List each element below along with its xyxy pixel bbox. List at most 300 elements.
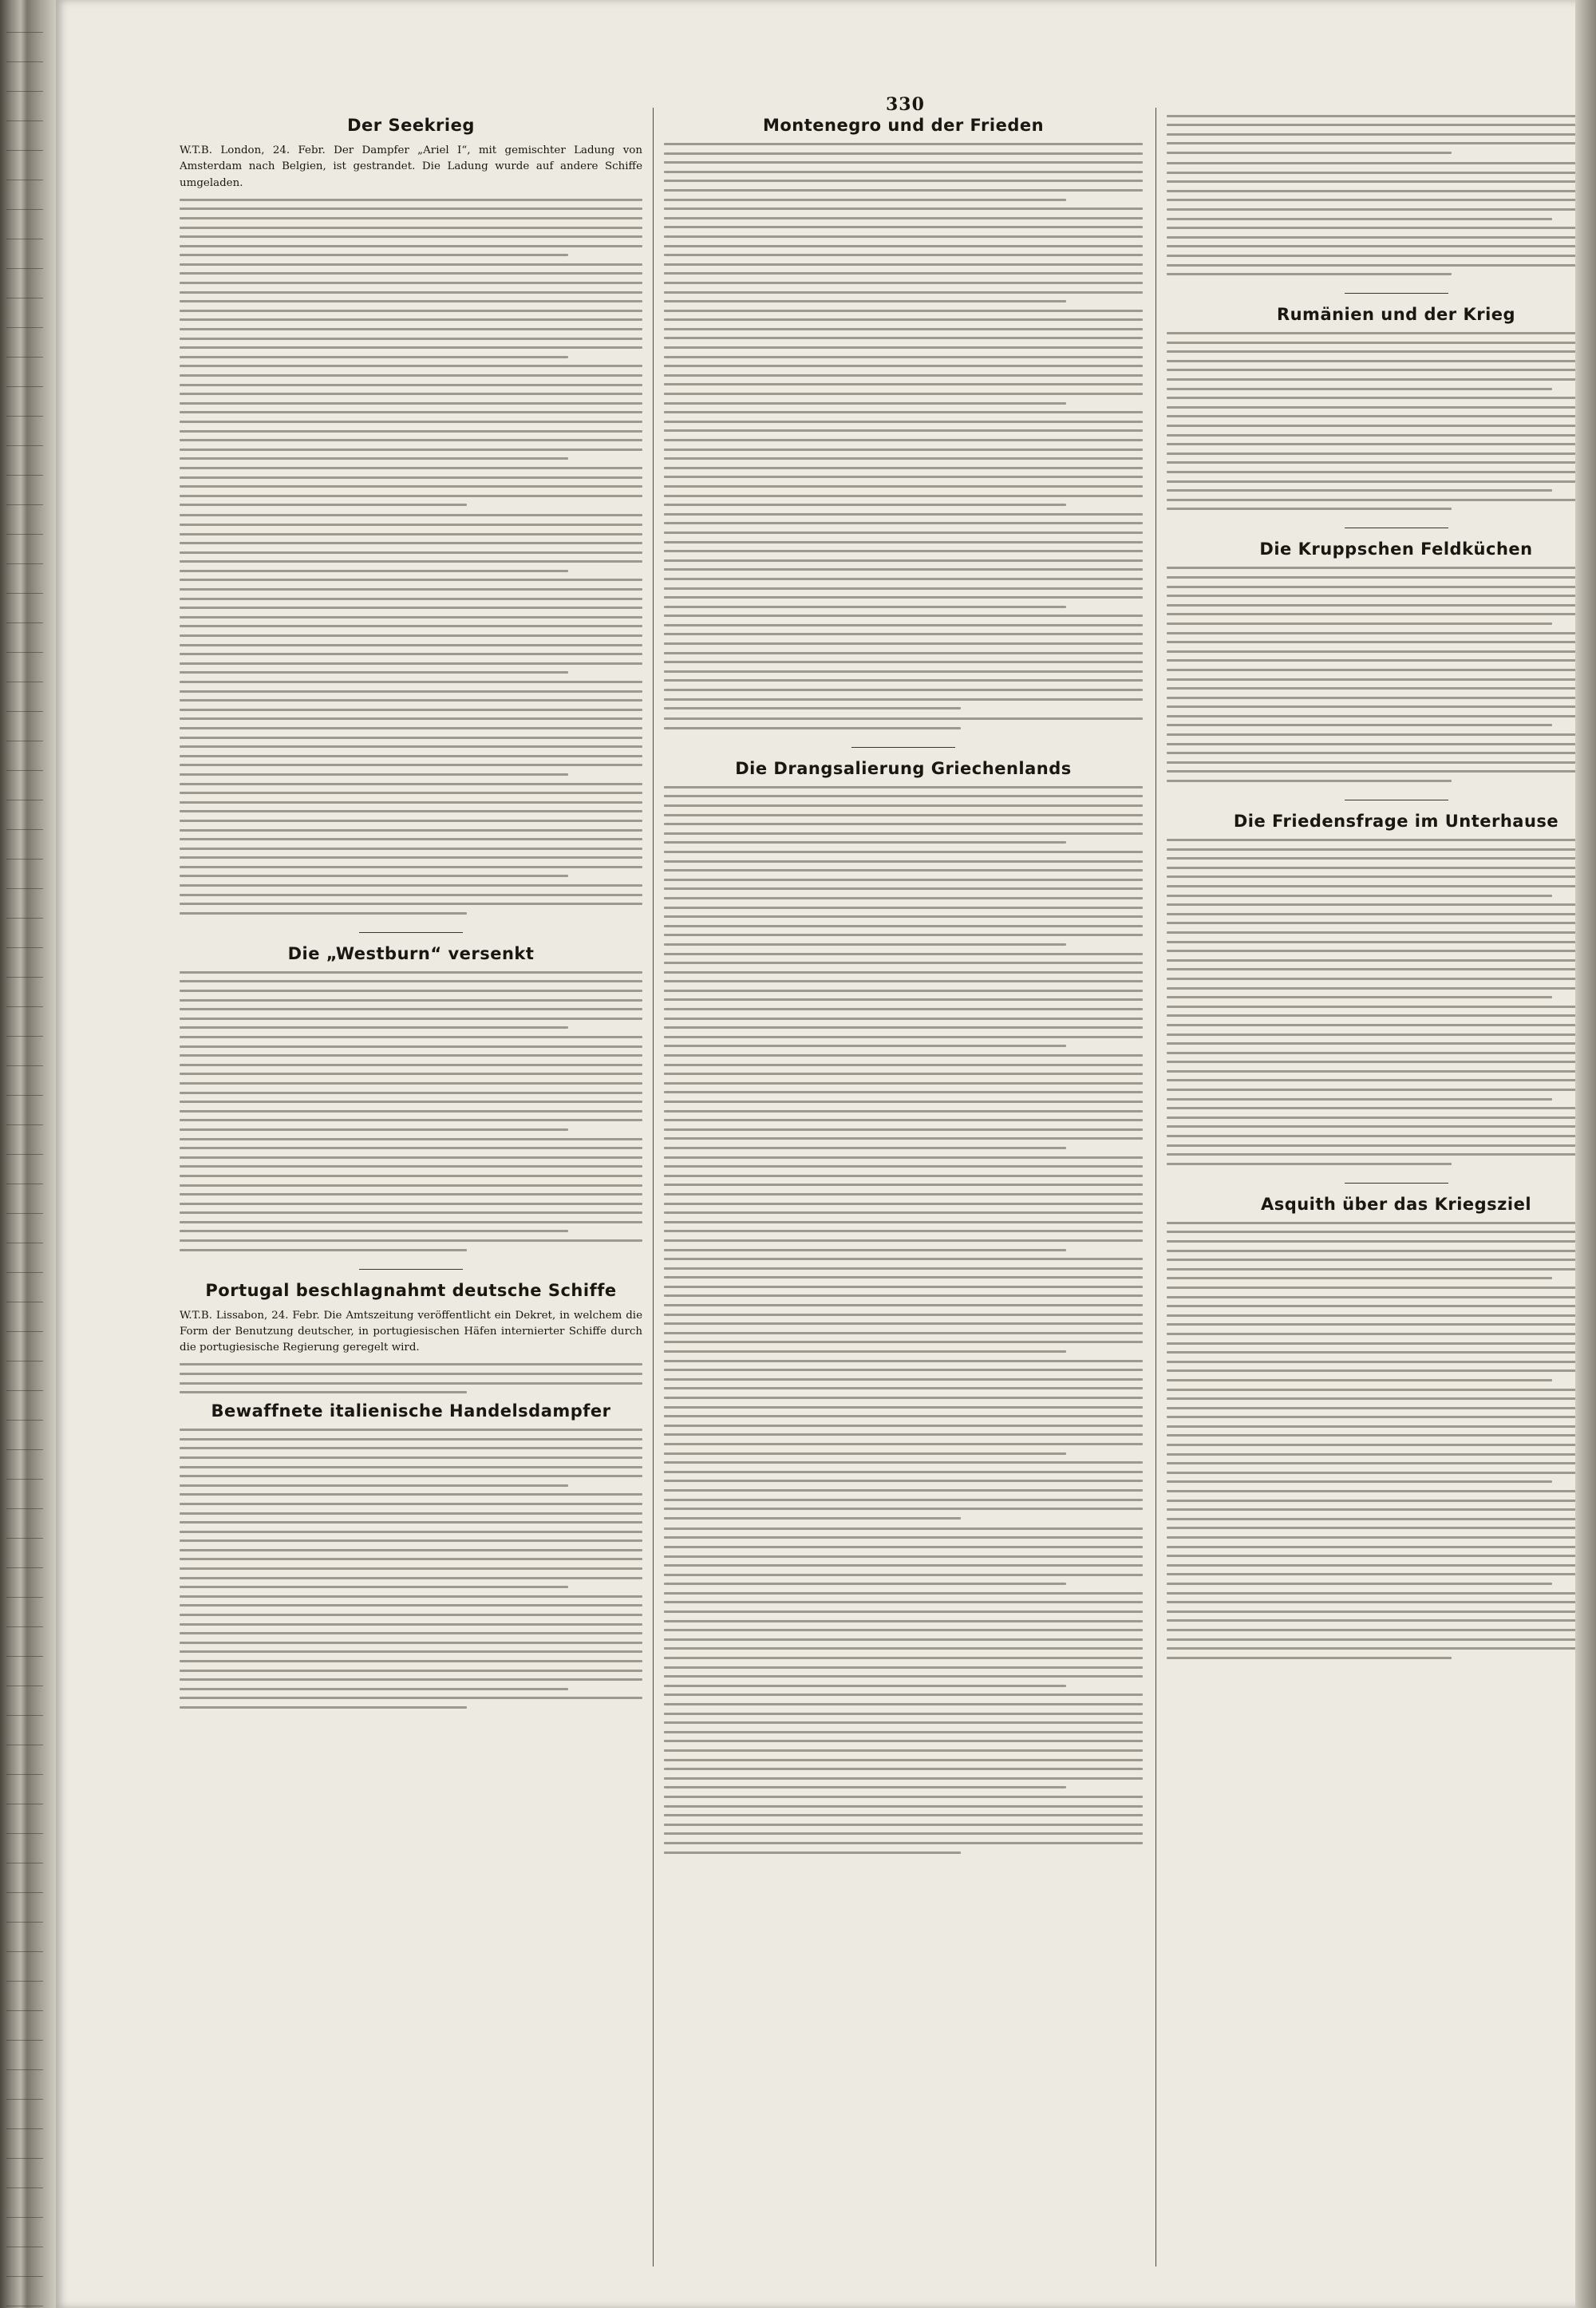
text-line bbox=[664, 1824, 1143, 1826]
text-line bbox=[664, 698, 1143, 701]
text-line bbox=[664, 1759, 1143, 1761]
text-line bbox=[1167, 875, 1596, 878]
text-line bbox=[664, 1073, 1143, 1075]
text-line bbox=[664, 328, 1143, 330]
text-line bbox=[1167, 1610, 1596, 1613]
text-line bbox=[664, 1489, 1143, 1492]
text-line bbox=[664, 897, 1143, 899]
scan-stripe bbox=[6, 150, 43, 151]
text-line bbox=[664, 1555, 1143, 1558]
text-line bbox=[1167, 1314, 1596, 1317]
text-line bbox=[664, 679, 1143, 682]
headline-asquith: Asquith über das Kriegsziel bbox=[1260, 1194, 1532, 1214]
article-divider bbox=[851, 747, 955, 748]
text-line bbox=[664, 1156, 1143, 1159]
text-line bbox=[664, 1713, 1143, 1715]
text-line bbox=[180, 1539, 642, 1542]
text-line bbox=[180, 971, 642, 974]
text-line bbox=[180, 551, 642, 554]
text-line bbox=[664, 310, 1143, 312]
text-line bbox=[1167, 1135, 1596, 1137]
text-line bbox=[1167, 236, 1596, 239]
newspaper-page bbox=[56, 0, 1596, 2308]
text-line bbox=[1167, 133, 1596, 136]
text-line bbox=[1167, 1379, 1552, 1381]
text-line bbox=[664, 1433, 1143, 1436]
text-line bbox=[664, 786, 1143, 788]
text-line bbox=[664, 171, 1143, 173]
text-line bbox=[664, 1452, 1066, 1455]
text-line bbox=[664, 990, 1143, 992]
text-line bbox=[664, 1193, 1143, 1195]
text-line bbox=[180, 1147, 642, 1149]
text-line bbox=[664, 1564, 1143, 1567]
text-line bbox=[664, 365, 1143, 367]
text-line bbox=[180, 1614, 642, 1616]
scan-stripe bbox=[6, 504, 43, 505]
text-line bbox=[1167, 613, 1596, 615]
article-body-illegible bbox=[664, 1527, 1143, 1854]
text-line bbox=[1167, 1116, 1596, 1119]
text-line bbox=[664, 1101, 1143, 1103]
text-line bbox=[664, 245, 1143, 247]
text-line bbox=[664, 887, 1143, 890]
text-line bbox=[180, 1008, 642, 1010]
text-line bbox=[664, 1768, 1143, 1770]
scan-stripe bbox=[6, 1715, 43, 1716]
text-line bbox=[180, 310, 642, 312]
text-line bbox=[664, 1443, 1143, 1445]
text-line bbox=[1167, 659, 1596, 662]
text-line bbox=[180, 1438, 642, 1441]
text-line bbox=[664, 907, 1143, 909]
text-line bbox=[664, 1018, 1143, 1020]
text-line bbox=[664, 1842, 1143, 1844]
text-line bbox=[180, 393, 642, 395]
text-line bbox=[180, 1363, 642, 1365]
text-line bbox=[1167, 1351, 1596, 1354]
text-line bbox=[180, 504, 467, 506]
text-line bbox=[1167, 190, 1596, 192]
text-line bbox=[664, 356, 1143, 358]
text-line bbox=[180, 727, 642, 729]
text-line bbox=[664, 1471, 1143, 1473]
text-line bbox=[664, 841, 1066, 844]
text-line bbox=[664, 1230, 1143, 1232]
scan-stripe bbox=[6, 209, 43, 210]
text-line bbox=[664, 559, 1143, 562]
scan-stripe bbox=[6, 1597, 43, 1598]
text-line bbox=[664, 1740, 1143, 1742]
text-line bbox=[180, 1101, 642, 1103]
text-line bbox=[180, 1549, 642, 1551]
article-body-illegible bbox=[180, 514, 642, 915]
text-line bbox=[664, 943, 1066, 946]
text-line bbox=[180, 990, 642, 992]
text-line bbox=[664, 795, 1143, 797]
text-line bbox=[1167, 1250, 1596, 1252]
text-line bbox=[180, 1493, 642, 1496]
text-line bbox=[1167, 987, 1596, 990]
headline-feldkuechen: Die Kruppschen Feldküchen bbox=[1259, 539, 1533, 559]
text-line bbox=[1167, 1089, 1596, 1091]
article-body-illegible bbox=[1167, 1222, 1596, 1659]
text-line bbox=[664, 1137, 1143, 1140]
scan-stripe bbox=[6, 652, 43, 653]
text-line bbox=[664, 300, 1066, 302]
text-line bbox=[180, 1073, 642, 1075]
page-number: 330 bbox=[886, 94, 925, 115]
text-line bbox=[664, 1425, 1143, 1427]
text-line bbox=[180, 653, 642, 655]
scan-stripe bbox=[6, 1567, 43, 1568]
scan-stripe bbox=[6, 1124, 43, 1125]
text-line bbox=[180, 598, 642, 600]
article-divider bbox=[1345, 293, 1448, 294]
text-line bbox=[1167, 687, 1596, 690]
text-line bbox=[180, 717, 642, 720]
text-line bbox=[180, 1064, 642, 1066]
text-line bbox=[1167, 1369, 1596, 1372]
column-2 bbox=[664, 108, 1143, 2267]
text-line bbox=[180, 1512, 642, 1515]
text-line bbox=[1167, 480, 1596, 483]
text-line bbox=[664, 1508, 1143, 1510]
scan-stripe bbox=[6, 2099, 43, 2100]
scan-stripe bbox=[6, 1833, 43, 1834]
scan-stripe bbox=[6, 1065, 43, 1066]
scan-stripe bbox=[6, 770, 43, 771]
text-line bbox=[1167, 471, 1596, 473]
text-line bbox=[180, 235, 642, 238]
text-line bbox=[1167, 1389, 1596, 1391]
text-line bbox=[1167, 1070, 1596, 1073]
text-line bbox=[1167, 350, 1596, 353]
text-line bbox=[1167, 1061, 1596, 1063]
text-line bbox=[664, 1610, 1143, 1613]
text-line bbox=[180, 245, 642, 247]
text-line bbox=[1167, 743, 1596, 745]
text-line bbox=[664, 1091, 1143, 1093]
text-line bbox=[1167, 1296, 1596, 1298]
text-line bbox=[1167, 332, 1596, 334]
text-line bbox=[180, 430, 642, 433]
article-body-illegible bbox=[1167, 162, 1596, 275]
text-line bbox=[180, 1373, 642, 1375]
text-line bbox=[664, 980, 1143, 982]
text-line bbox=[664, 1026, 1143, 1029]
text-line bbox=[180, 1175, 642, 1177]
scan-stripe bbox=[6, 2158, 43, 2159]
scan-stripe bbox=[6, 1479, 43, 1480]
text-line bbox=[180, 467, 642, 469]
text-line bbox=[180, 607, 642, 609]
text-line bbox=[180, 1604, 642, 1607]
text-line bbox=[180, 764, 642, 766]
text-line bbox=[664, 189, 1143, 192]
scan-stripe bbox=[6, 1508, 43, 1509]
text-line bbox=[180, 1475, 642, 1477]
text-line bbox=[180, 1623, 642, 1626]
text-line bbox=[180, 737, 642, 739]
article-body-illegible bbox=[180, 1429, 642, 1709]
text-line bbox=[180, 1165, 642, 1168]
text-line bbox=[180, 838, 642, 840]
text-line bbox=[664, 457, 1143, 460]
article-body-illegible bbox=[664, 717, 1143, 729]
text-line bbox=[1167, 1434, 1596, 1437]
text-line bbox=[664, 1592, 1143, 1595]
text-line bbox=[664, 1175, 1143, 1177]
text-line bbox=[1167, 1305, 1596, 1307]
text-line bbox=[1167, 770, 1596, 773]
article-paragraph: W.T.B. London, 24. Febr. Der Dampfer „Ariel I“, mit gemischter Ladung von Amsterdam nach Belgien, ist gestrandet. Die Ladung wurde auf andere Schiffe umgeladen. bbox=[180, 144, 642, 189]
text-line bbox=[664, 1480, 1143, 1482]
text-line bbox=[1167, 1033, 1596, 1036]
text-line bbox=[1167, 180, 1596, 183]
text-line bbox=[1167, 1480, 1552, 1483]
text-line bbox=[180, 365, 642, 367]
scan-stripe bbox=[6, 91, 43, 92]
text-line bbox=[664, 642, 1143, 645]
text-line bbox=[180, 476, 642, 479]
text-line bbox=[1167, 1601, 1596, 1603]
text-line bbox=[664, 199, 1066, 201]
headline-friedensfrage: Die Friedensfrage im Unterhause bbox=[1233, 812, 1559, 832]
text-line bbox=[664, 962, 1143, 964]
text-line bbox=[180, 866, 642, 868]
text-line bbox=[664, 1415, 1143, 1417]
text-line bbox=[1167, 461, 1596, 464]
text-line bbox=[1167, 1042, 1596, 1045]
text-line bbox=[1167, 1277, 1552, 1279]
scan-stripe bbox=[6, 1154, 43, 1155]
text-line bbox=[664, 263, 1143, 266]
text-line bbox=[664, 1786, 1066, 1788]
scan-stripe bbox=[6, 2276, 43, 2277]
text-line bbox=[180, 903, 642, 905]
text-line bbox=[664, 1165, 1143, 1168]
text-line bbox=[664, 1378, 1143, 1381]
text-line bbox=[664, 1267, 1143, 1270]
text-line bbox=[1167, 848, 1596, 851]
text-line bbox=[180, 1697, 642, 1699]
text-line bbox=[180, 884, 642, 887]
text-line bbox=[1167, 752, 1596, 754]
text-line bbox=[1167, 1638, 1596, 1641]
text-line bbox=[664, 568, 1143, 571]
text-line bbox=[1167, 443, 1596, 445]
text-line bbox=[664, 1546, 1143, 1548]
text-line bbox=[180, 328, 642, 330]
text-line bbox=[180, 820, 642, 822]
text-line bbox=[180, 1456, 642, 1459]
text-line bbox=[180, 681, 642, 683]
article-body-illegible bbox=[1167, 332, 1596, 510]
text-line bbox=[180, 1221, 642, 1223]
text-line bbox=[1167, 453, 1596, 455]
text-line bbox=[1167, 697, 1596, 699]
text-line bbox=[664, 429, 1143, 432]
text-line bbox=[664, 152, 1143, 155]
text-line bbox=[180, 485, 642, 488]
text-line bbox=[180, 1447, 642, 1449]
scan-stripe bbox=[6, 918, 43, 919]
text-line bbox=[664, 1536, 1143, 1539]
text-line bbox=[1167, 1416, 1596, 1418]
text-line bbox=[1167, 1361, 1596, 1363]
text-line bbox=[1167, 622, 1552, 625]
text-line bbox=[1167, 1163, 1452, 1165]
text-line bbox=[664, 1638, 1143, 1641]
scan-stripe bbox=[6, 593, 43, 594]
scan-stripe bbox=[6, 977, 43, 978]
text-line bbox=[1167, 1518, 1596, 1520]
text-line bbox=[180, 1632, 642, 1634]
text-line bbox=[664, 1211, 1143, 1214]
scan-stripe bbox=[6, 386, 43, 387]
text-line bbox=[1167, 867, 1596, 869]
text-line bbox=[664, 1387, 1143, 1389]
text-line bbox=[1167, 1286, 1596, 1289]
text-line bbox=[664, 879, 1143, 881]
text-line bbox=[180, 1521, 642, 1524]
text-line bbox=[180, 829, 642, 832]
text-line bbox=[1167, 508, 1452, 510]
text-line bbox=[664, 1527, 1143, 1530]
scan-stripe bbox=[6, 327, 43, 328]
text-line bbox=[180, 912, 467, 915]
headline-rumaenien: Rumänien und der Krieg bbox=[1276, 305, 1516, 325]
text-line bbox=[1167, 378, 1596, 381]
text-line bbox=[664, 953, 1143, 955]
text-line bbox=[664, 1008, 1143, 1010]
text-line bbox=[664, 541, 1143, 543]
text-line bbox=[1167, 1647, 1596, 1650]
text-line bbox=[664, 207, 1143, 210]
text-line bbox=[180, 1193, 642, 1195]
text-line bbox=[664, 1499, 1143, 1501]
text-line bbox=[1167, 733, 1596, 736]
scan-stripe bbox=[6, 1981, 43, 1982]
text-line bbox=[664, 1360, 1143, 1362]
text-line bbox=[664, 1147, 1066, 1149]
scan-stripe bbox=[6, 1095, 43, 1096]
scan-stripe bbox=[6, 1626, 43, 1627]
text-line bbox=[180, 1026, 568, 1029]
scan-stripe bbox=[6, 563, 43, 564]
text-line bbox=[664, 449, 1143, 451]
text-line bbox=[1167, 922, 1596, 924]
scan-stripe bbox=[6, 416, 43, 417]
text-line bbox=[1167, 715, 1596, 717]
text-line bbox=[180, 1018, 642, 1020]
text-line bbox=[1167, 950, 1596, 952]
text-line bbox=[664, 1239, 1143, 1242]
scan-stripe bbox=[6, 711, 43, 712]
text-line bbox=[664, 804, 1143, 807]
text-line bbox=[180, 1082, 642, 1085]
text-line bbox=[180, 1660, 642, 1662]
text-line bbox=[664, 1294, 1143, 1297]
scan-stripe bbox=[6, 1922, 43, 1923]
text-line bbox=[1167, 1231, 1596, 1233]
text-line bbox=[180, 755, 642, 757]
article-body-illegible bbox=[1167, 839, 1596, 1165]
text-line bbox=[1167, 1444, 1596, 1446]
text-line bbox=[180, 848, 642, 850]
text-line bbox=[180, 1650, 642, 1653]
text-line bbox=[180, 709, 642, 711]
text-line bbox=[180, 662, 642, 665]
text-line bbox=[1167, 941, 1596, 943]
text-line bbox=[1167, 780, 1452, 782]
text-line bbox=[180, 1184, 642, 1187]
text-line bbox=[180, 783, 642, 785]
text-line bbox=[180, 634, 642, 637]
text-line bbox=[664, 1647, 1143, 1650]
text-line bbox=[1167, 499, 1596, 501]
text-line bbox=[180, 1054, 642, 1057]
column-1 bbox=[180, 108, 642, 2267]
text-line bbox=[1167, 1462, 1596, 1464]
text-line bbox=[664, 272, 1143, 275]
text-line bbox=[664, 550, 1143, 552]
text-line bbox=[664, 1203, 1143, 1205]
text-line bbox=[180, 338, 642, 340]
text-line bbox=[1167, 650, 1596, 653]
text-line bbox=[180, 801, 642, 804]
scan-stripe bbox=[6, 1390, 43, 1391]
text-line bbox=[1167, 369, 1596, 371]
text-line bbox=[664, 495, 1143, 497]
text-line bbox=[180, 374, 642, 377]
text-line bbox=[180, 1688, 568, 1690]
text-line bbox=[180, 875, 568, 877]
text-line bbox=[664, 596, 1143, 599]
scan-stripe bbox=[6, 1272, 43, 1273]
text-line bbox=[1167, 1144, 1596, 1147]
text-line bbox=[1167, 595, 1596, 597]
text-line bbox=[664, 337, 1143, 339]
text-line bbox=[664, 851, 1143, 853]
text-line bbox=[664, 1406, 1143, 1409]
scan-stripe bbox=[6, 2069, 43, 2070]
text-line bbox=[1167, 959, 1596, 962]
article-body-illegible bbox=[664, 786, 1143, 1520]
text-line bbox=[1167, 152, 1452, 154]
scan-stripe bbox=[6, 1036, 43, 1037]
text-line bbox=[1167, 1342, 1596, 1345]
text-line bbox=[664, 1629, 1143, 1631]
text-line bbox=[664, 393, 1143, 395]
text-line bbox=[180, 1706, 467, 1709]
text-line bbox=[664, 1461, 1143, 1464]
scan-stripe bbox=[6, 2128, 43, 2129]
text-line bbox=[664, 1332, 1143, 1334]
text-line bbox=[1167, 1536, 1596, 1539]
text-line bbox=[664, 814, 1143, 816]
text-line bbox=[664, 869, 1143, 871]
text-line bbox=[664, 439, 1143, 441]
text-line bbox=[1167, 1453, 1596, 1456]
text-line bbox=[180, 1203, 642, 1205]
text-line bbox=[1167, 903, 1596, 906]
text-line bbox=[1167, 397, 1596, 399]
text-line bbox=[180, 421, 642, 423]
text-line bbox=[180, 300, 642, 302]
text-line bbox=[1167, 1500, 1596, 1502]
